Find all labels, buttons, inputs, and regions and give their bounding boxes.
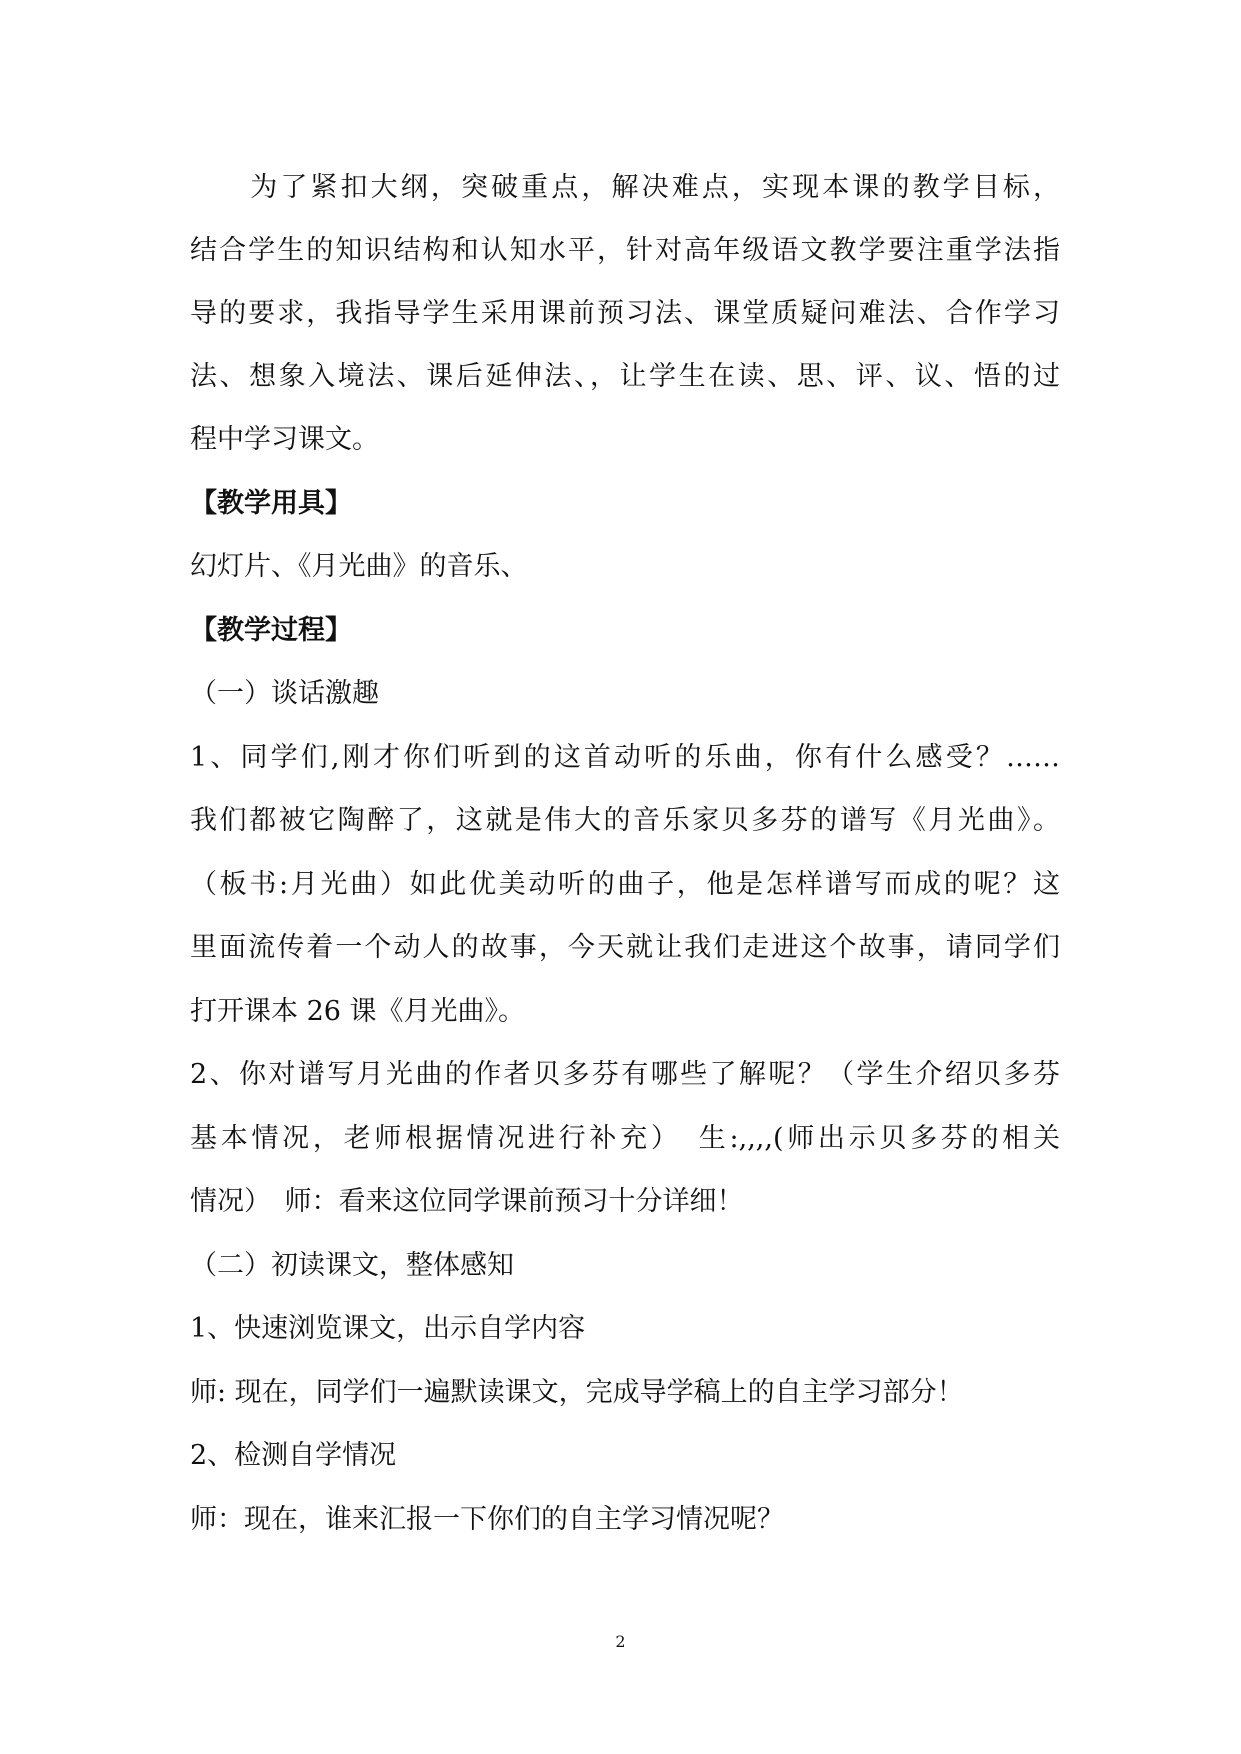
part1-title: （一）谈话激趣: [190, 678, 379, 709]
intro-line-5: 程中学习课文。: [190, 424, 379, 455]
part1-item1-line-3: （板书:月光曲）如此优美动听的曲子，他是怎样谱写而成的呢？这: [190, 869, 1060, 900]
part2-item2-title: 2、检测自学情况: [190, 1440, 397, 1471]
part1-item2-line-3: 情况） 师：看来这位同学课前预习十分详细！: [190, 1186, 744, 1217]
process-heading: 【教学过程】: [190, 615, 352, 646]
intro-line-1: 为了紧扣大纲，突破重点，解决难点，实现本课的教学目标，: [190, 172, 1060, 203]
part2-item2-text: 师：现在，谁来汇报一下你们的自主学习情况呢？: [190, 1504, 784, 1535]
part1-item2-line-1: 2、你对谱写月光曲的作者贝多芬有哪些了解呢？（学生介绍贝多芬: [190, 1059, 1060, 1090]
part1-item1-line-4: 里面流传着一个动人的故事，今天就让我们走进这个故事，请同学们: [190, 932, 1060, 963]
page-number: 2: [615, 1632, 626, 1651]
tools-heading: 【教学用具】: [190, 488, 352, 519]
intro-line-3: 导的要求，我指导学生采用课前预习法、课堂质疑问难法、合作学习: [190, 298, 1060, 329]
part1-item1-line-2: 我们都被它陶醉了，这就是伟大的音乐家贝多芬的谱写《月光曲》。: [190, 805, 1060, 836]
part1-item1-line-1: 1、同学们,刚才你们听到的这首动听的乐曲，你有什么感受？……: [190, 742, 1060, 773]
tools-content: 幻灯片、《月光曲》的音乐、: [190, 551, 528, 582]
part2-item1-title: 1、快速浏览课文，出示自学内容: [190, 1313, 586, 1344]
part1-item1-line-5: 打开课本 26 课《月光曲》。: [190, 996, 526, 1027]
part2-item1-text: 师: 现在，同学们一遍默读课文，完成导学稿上的自主学习部分！: [190, 1377, 964, 1408]
part2-title: （二）初读课文，整体感知: [190, 1250, 514, 1281]
part1-item2-line-2: 基本情况，老师根据情况进行补充） 生:,,,,(师出示贝多芬的相关: [190, 1123, 1060, 1154]
intro-line-4: 法、想象入境法、课后延伸法、，让学生在读、思、评、议、悟的过: [190, 361, 1060, 392]
intro-line-2: 结合学生的知识结构和认知水平，针对高年级语文教学要注重学法指: [190, 235, 1060, 266]
